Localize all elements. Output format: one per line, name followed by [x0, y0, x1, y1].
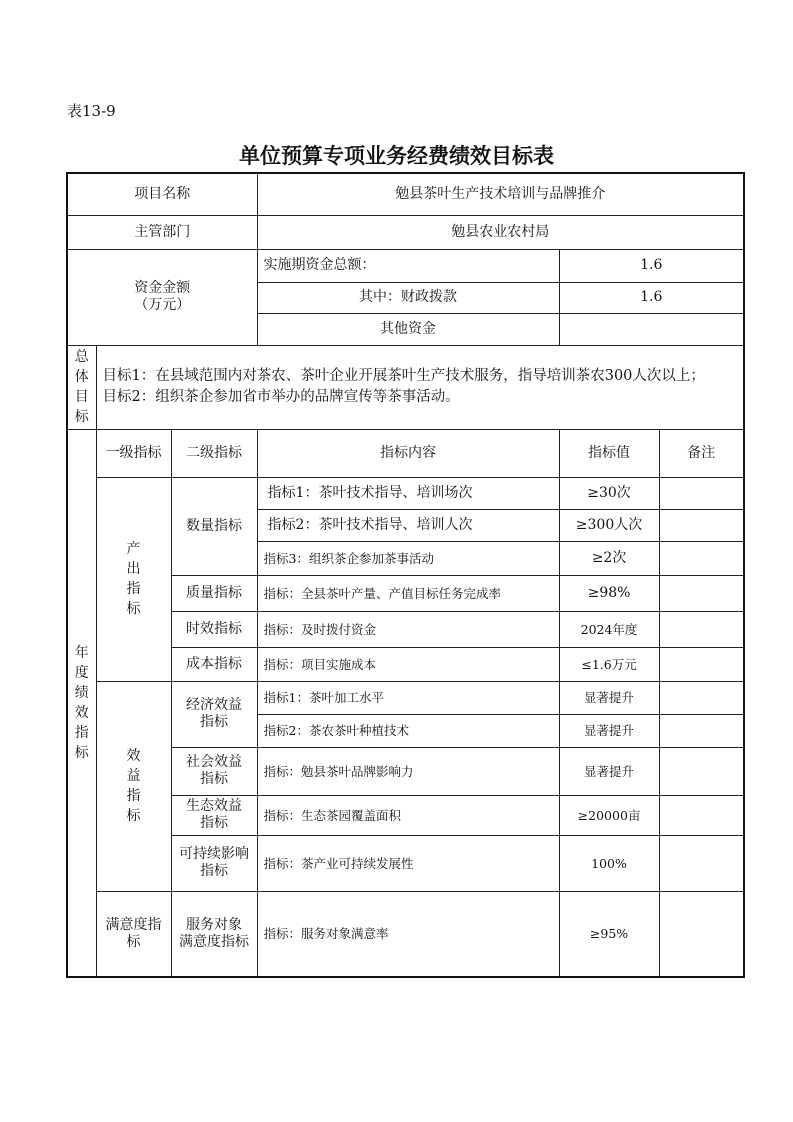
header-level2: 二级指标: [171, 429, 257, 477]
overall-goals-label: [67, 345, 96, 429]
indicator-note: [659, 891, 744, 977]
table-number: 表13-9: [67, 102, 116, 120]
table-row: [67, 477, 744, 509]
label-char: 目: [74, 389, 89, 405]
social-label-line1: 社会效益: [186, 754, 243, 770]
department-label: 主管部门: [67, 215, 257, 249]
indicator-content: 指标2：茶农茶叶种植技术: [257, 714, 559, 747]
indicator-content: 指标：服务对象满意率: [257, 891, 559, 977]
indicator-note: [659, 575, 744, 611]
indicator-content: 指标：项目实施成本: [257, 647, 559, 681]
indicator-value: 显著提升: [559, 747, 659, 795]
indicator-value: ≥30次: [559, 477, 659, 509]
label-char: 指: [126, 581, 141, 597]
label-char: 效: [74, 704, 89, 721]
sustainability-indicator-label: [171, 835, 257, 891]
indicator-note: [659, 647, 744, 681]
indicator-content: 指标3：组织茶企参加茶事活动: [257, 541, 559, 575]
indicator-note: [659, 714, 744, 747]
label-char: 总: [74, 349, 89, 365]
indicator-content: 指标：茶产业可持续发展性: [257, 835, 559, 891]
funds-label-line2: （万元）: [134, 297, 191, 313]
row-indicator-header: [67, 429, 744, 477]
indicator-content: 指标1：茶叶加工水平: [257, 681, 559, 714]
indicator-value: 100%: [559, 835, 659, 891]
social-label-line2: 指标: [200, 771, 229, 787]
label-char: 产: [126, 541, 141, 557]
header-note: 备注: [659, 429, 744, 477]
indicator-content: 指标：全县茶叶产量、产值目标任务完成率: [257, 575, 559, 611]
indicator-note: [659, 681, 744, 714]
overall-goals-content: [96, 345, 744, 429]
label-char: 绩: [74, 684, 89, 701]
row-funds-total: [67, 249, 744, 282]
indicator-content: 指标1：茶叶技术指导、培训场次: [257, 477, 559, 509]
label-char: 出: [126, 561, 141, 577]
department-value: 勉县农业农村局: [257, 215, 744, 249]
indicator-value: ≥300人次: [559, 509, 659, 541]
project-name-value: 勉县茶叶生产技术培训与品牌推介: [257, 173, 744, 215]
total-funds-label: 实施期资金总额：: [257, 249, 559, 282]
sustainability-label-line2: 指标: [200, 863, 229, 879]
indicator-value: ≥95%: [559, 891, 659, 977]
fiscal-funds-value: 1.6: [559, 282, 744, 313]
table-row: [67, 681, 744, 714]
service-label-line1: 服务对象: [186, 916, 243, 933]
economic-label-line2: 指标: [200, 714, 229, 730]
sustainability-label-line1: 可持续影响: [179, 846, 250, 862]
label-char: 度: [74, 664, 89, 681]
service-satisfaction-label: [171, 891, 257, 977]
label-char: 标: [74, 409, 89, 425]
output-indicators-label: [96, 477, 171, 681]
indicator-note: [659, 477, 744, 509]
indicator-value: 2024年度: [559, 611, 659, 647]
ecological-indicator-label: [171, 795, 257, 835]
benefit-indicators-label: [96, 681, 171, 891]
label-char: 指: [126, 788, 141, 804]
document-title: 单位预算专项业务经费绩效目标表: [239, 144, 554, 168]
indicator-content: 指标：勉县茶叶品牌影响力: [257, 747, 559, 795]
indicator-value: ≥20000亩: [559, 795, 659, 835]
performance-table: [66, 172, 745, 978]
indicator-note: [659, 747, 744, 795]
indicator-content: 指标：生态茶园覆盖面积: [257, 795, 559, 835]
other-funds-value: [559, 313, 744, 345]
label-char: 益: [126, 768, 141, 784]
satisfaction-indicators-label: 满意度指标: [96, 891, 171, 977]
indicator-note: [659, 611, 744, 647]
indicator-value: ≤1.6万元: [559, 647, 659, 681]
timeliness-indicator-label: 时效指标: [171, 611, 257, 647]
label-char: 体: [74, 369, 89, 385]
economic-indicator-label: [171, 681, 257, 747]
label-char: 指: [74, 724, 89, 741]
goal-1: 目标1：在县域范围内对茶农、茶叶企业开展茶叶生产技术服务，指导培训茶农300人次以上；: [102, 368, 705, 384]
header-value: 指标值: [559, 429, 659, 477]
indicator-note: [659, 835, 744, 891]
table-row: [67, 891, 744, 977]
service-label-line2: 满意度指标: [179, 933, 250, 950]
annual-indicators-label: [67, 429, 96, 977]
label-char: 标: [126, 808, 141, 824]
label-char: 年: [74, 644, 89, 661]
row-project-name: [67, 173, 744, 215]
label-char: 标: [74, 744, 89, 761]
row-department: [67, 215, 744, 249]
row-overall-goals: [67, 345, 744, 429]
indicator-value: 显著提升: [559, 714, 659, 747]
header-level1: 一级指标: [96, 429, 171, 477]
indicator-note: [659, 795, 744, 835]
indicator-note: [659, 509, 744, 541]
fiscal-funds-label: 其中：财政拨款: [257, 282, 559, 313]
project-name-label: 项目名称: [67, 173, 257, 215]
indicator-value: 显著提升: [559, 681, 659, 714]
goal-2: 目标2：组织茶企参加省市举办的品牌宣传等茶事活动。: [102, 389, 460, 405]
indicator-value: ≥2次: [559, 541, 659, 575]
indicator-content: 指标2：茶叶技术指导、培训人次: [257, 509, 559, 541]
quantity-indicator-label: 数量指标: [171, 477, 257, 575]
other-funds-label: 其他资金: [257, 313, 559, 345]
ecological-label-line1: 生态效益: [186, 798, 243, 814]
header-content: 指标内容: [257, 429, 559, 477]
quality-indicator-label: 质量指标: [171, 575, 257, 611]
label-char: 效: [126, 748, 141, 764]
indicator-note: [659, 541, 744, 575]
cost-indicator-label: 成本指标: [171, 647, 257, 681]
funds-label-line1: 资金金额: [134, 280, 191, 296]
ecological-label-line2: 指标: [200, 815, 229, 831]
social-indicator-label: [171, 747, 257, 795]
indicator-content: 指标：及时拨付资金: [257, 611, 559, 647]
indicator-value: ≥98%: [559, 575, 659, 611]
label-char: 标: [126, 601, 141, 617]
total-funds-value: 1.6: [559, 249, 744, 282]
funds-label: [67, 249, 257, 345]
economic-label-line1: 经济效益: [186, 697, 243, 713]
